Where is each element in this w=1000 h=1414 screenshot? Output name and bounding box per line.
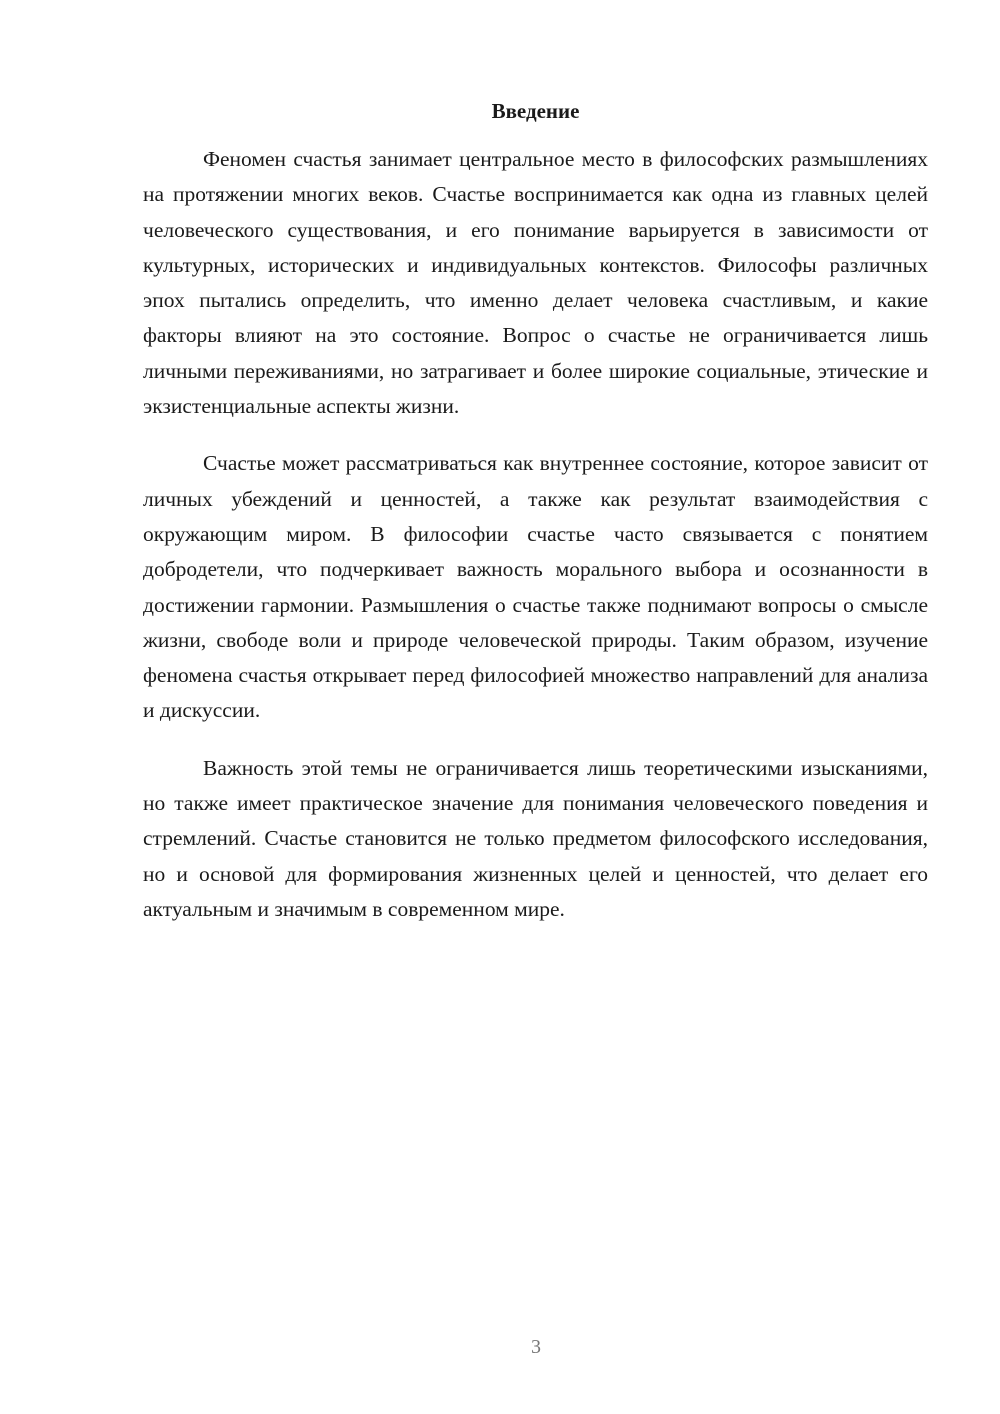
paragraph-3: Важность этой темы не ограничивается лишь теоретическими изысканиями, но также имеет практическое значение для понимания человеческого поведения и стремлений. Счастье становится не только предметом философского исследования, но и основой для формирования жизненных целей и ценностей, что делает его актуальным и значимым в современном мире. [143,755,928,921]
paragraph-1: Феномен счастья занимает центральное место в философских размышлениях на протяжении многих веков. Счастье воспринимается как одна из главных целей человеческого существования, и его понимание варьируется в зависимости от культурных, исторических и индивидуальных контекстов. Философы различных эпох пытались определить, что именно делает человека счастливым, и какие факторы влияют на это состояние. Вопрос о счастье не ограничивается лишь личными переживаниями, но затрагивает и более широкие социальные, этические и экзистенциальные аспекты жизни. [143,147,928,419]
page-number: 3 [531,1336,541,1358]
body-text [143,142,928,949]
paragraph-2: Счастье может рассматриваться как внутреннее состояние, которое зависит от личных убеждений и ценностей, а также как результат взаимодействия с окружающим миром. В философии счастье часто связывается с понятием добродетели, что подчеркивает важность морального выбора и осознанности в достижении гармонии. Размышления о счастье также поднимают вопросы о смысле жизни, свободе воли и природе человеческой природы. Таким образом, изучение феномена счастья открывает перед философией множество направлений для анализа и дискуссии. [143,451,928,723]
section-heading: Введение [491,99,580,123]
